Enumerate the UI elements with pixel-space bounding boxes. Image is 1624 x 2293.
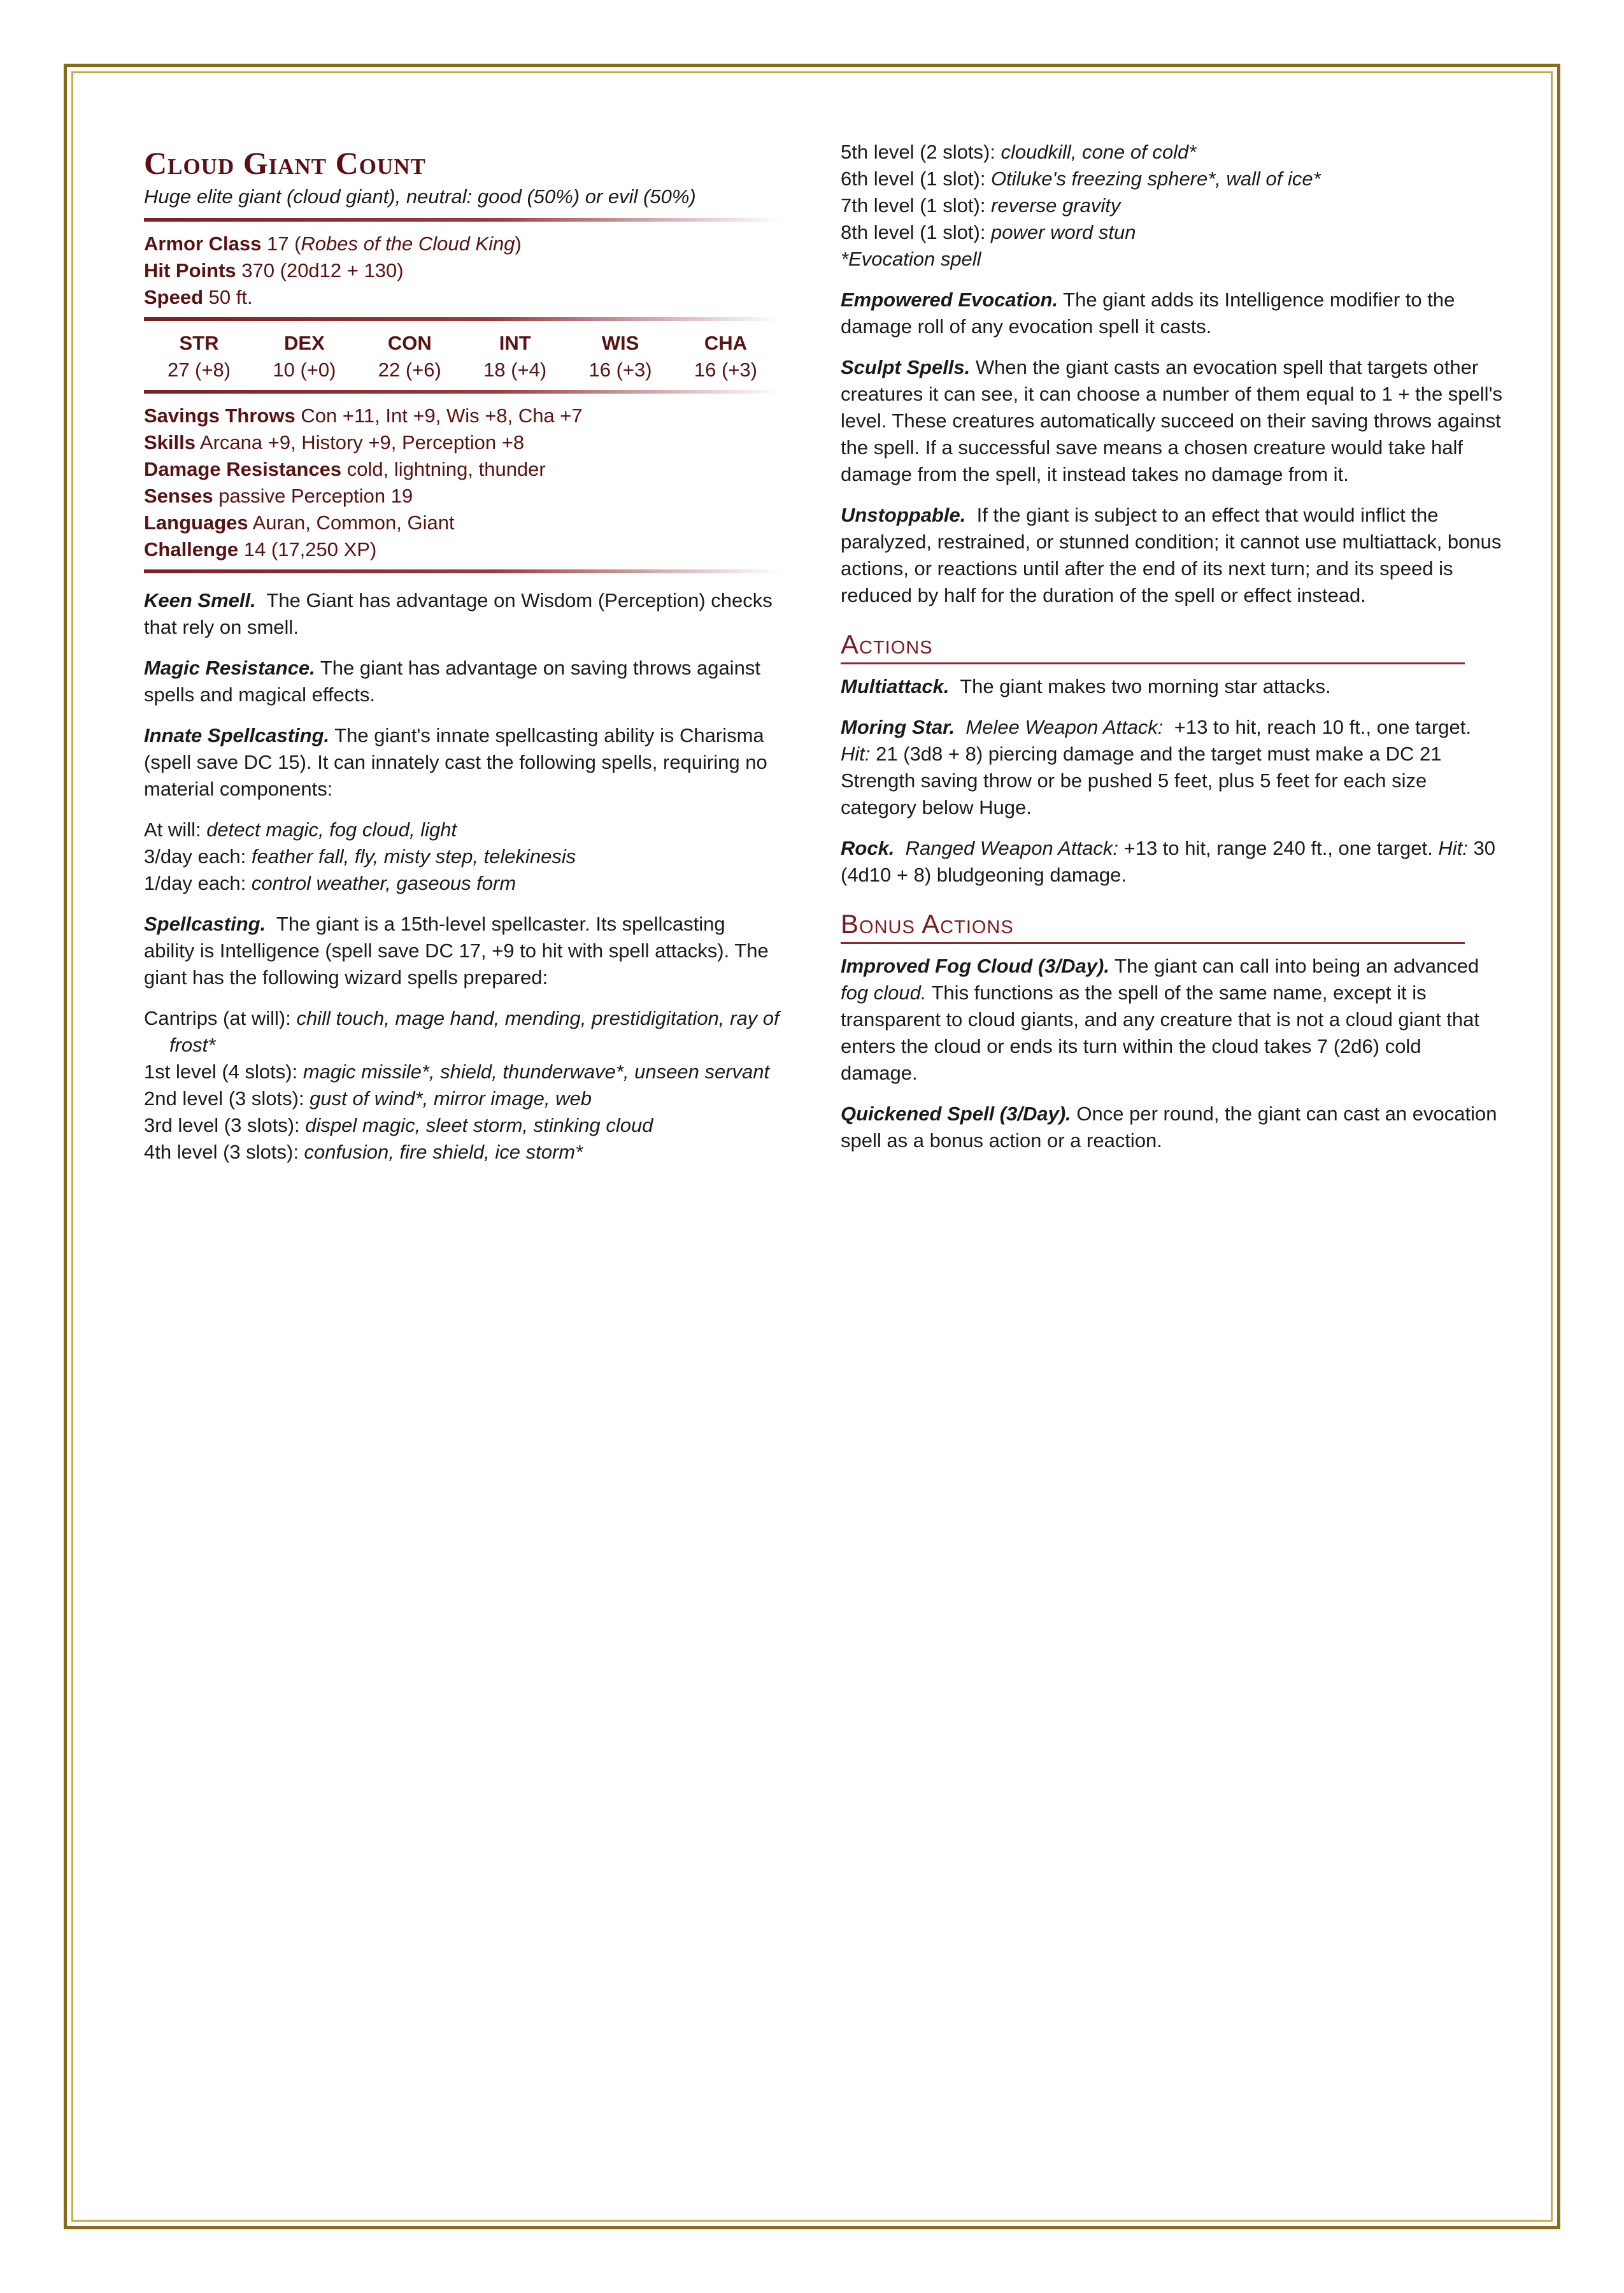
innate-spell-line: 3/day each: feather fall, fly, misty step, telekinesis [144, 845, 576, 868]
spell-line: 8th level (1 slot): power word stun [841, 221, 1136, 243]
divider [144, 218, 781, 222]
ability-str: STR 27 (+8) [167, 332, 231, 381]
languages: Languages Auran, Common, Giant [144, 511, 455, 534]
trait-innate-spellcasting: Innate Spellcasting. The giant's innate spellcasting ability is Charisma (spell save DC 15). It can innately cast the following spells, requiring no material components: [144, 724, 767, 800]
action-multiattack: Multiattack. The giant makes two morning star attacks. [841, 675, 1331, 697]
bonus-improved-fog-cloud: Improved Fog Cloud (3/Day). The giant can call into being an advanced fog cloud. This functions as the spell of the same name, except it is transparent to cloud giants, and any creature that is not a cloud giant that enters the cloud or ends its turn within the cloud takes 7 (2d6) cold damage. [841, 955, 1479, 1084]
bonus-quickened-spell: Quickened Spell (3/Day). Once per round, the giant can cast an evocation spell as a bonus action or a reaction. [841, 1103, 1497, 1152]
trait-spellcasting: Spellcasting. The giant is a 15th-level spellcaster. Its spellcasting ability is Intelligence (spell save DC 17, +9 to hit with spell attacks). The giant has the following wizard spells prepared: [144, 913, 769, 989]
ability-dex: DEX 10 (+0) [273, 332, 336, 381]
spell-line: 4th level (3 slots): confusion, fire shield, ice storm* [144, 1141, 583, 1163]
innate-spell-line: At will: detect magic, fog cloud, light [144, 818, 457, 841]
monster-name: Cloud Giant Count [144, 145, 426, 181]
ability-cha: CHA 16 (+3) [694, 332, 757, 381]
spell-line: 5th level (2 slots): cloudkill, cone of cold* [841, 141, 1197, 163]
ability-con: CON 22 (+6) [378, 332, 441, 381]
saving-throws: Savings Throws Con +11, Int +9, Wis +8, Cha +7 [144, 404, 583, 427]
ability-wis: WIS 16 (+3) [588, 332, 652, 381]
ability-int: INT 18 (+4) [483, 332, 547, 381]
trait-unstoppable: Unstoppable. If the giant is subject to an effect that would inflict the paralyzed, restrained, or stunned condition; it cannot use multiattack, bonus actions, or reactions until after the end of its next turn; and its speed is reduced by half for the duration of the spell or effect instead. [841, 504, 1502, 606]
innate-spell-list [144, 817, 781, 897]
divider [144, 317, 781, 321]
stat-block-right-column [841, 139, 1503, 1168]
divider [144, 569, 781, 573]
wizard-spell-list-continued [841, 139, 1503, 273]
trait-sculpt-spells: Sculpt Spells. When the giant casts an evocation spell that targets other creatures it can see, it can choose a number of them equal to 1 + the spell's level. These creatures automatically succeed on their saving throws against the spell. If a successful save means a chosen creature would take half damage from the spell, it instead takes no damage from it. [841, 356, 1502, 485]
stat-block-left-column [144, 145, 781, 1180]
hit-points: Hit Points 370 (20d12 + 130) [144, 259, 404, 282]
spell-line: 2nd level (3 slots): gust of wind*, mirror image, web [144, 1087, 592, 1110]
spell-line: 7th level (1 slot): reverse gravity [841, 194, 1121, 217]
spell-line: 6th level (1 slot): Otiluke's freezing sphere*, wall of ice* [841, 168, 1321, 190]
action-morning-star: Moring Star. Melee Weapon Attack: +13 to hit, reach 10 ft., one target. Hit: 21 (3d8 + 8) piercing damage and the target must make a DC 21 Strength saving throw or be pushed 5 feet, plus 5 feet for each size category below Huge. [841, 716, 1471, 818]
speed: Speed 50 ft. [144, 286, 253, 308]
spell-line: Cantrips (at will): chill touch, mage hand, mending, prestidigitation, ray of frost* [144, 1007, 780, 1056]
evocation-note: *Evocation spell [841, 248, 981, 270]
challenge: Challenge 14 (17,250 XP) [144, 538, 377, 561]
ability-scores [144, 330, 781, 383]
divider [144, 390, 781, 394]
armor-class: Armor Class 17 (Robes of the Cloud King) [144, 232, 522, 255]
spell-line: 3rd level (3 slots): dispel magic, sleet storm, stinking cloud [144, 1114, 653, 1136]
innate-spell-line: 1/day each: control weather, gaseous form [144, 872, 516, 894]
damage-resistances: Damage Resistances cold, lightning, thunder [144, 458, 546, 480]
section-bonus-actions-heading: Bonus Actions [841, 909, 1465, 944]
wizard-spell-list [144, 1005, 781, 1166]
spell-line: 1st level (4 slots): magic missile*, shield, thunderwave*, unseen servant [144, 1061, 770, 1083]
trait-empowered-evocation: Empowered Evocation. The giant adds its Intelligence modifier to the damage roll of any evocation spell it casts. [841, 289, 1455, 338]
senses: Senses passive Perception 19 [144, 485, 413, 507]
trait-keen-smell: Keen Smell. The Giant has advantage on Wisdom (Perception) checks that rely on smell. [144, 589, 773, 638]
section-actions-heading: Actions [841, 629, 1465, 664]
action-rock: Rock. Ranged Weapon Attack: +13 to hit, range 240 ft., one target. Hit: 30 (4d10 + 8) bludgeoning damage. [841, 837, 1495, 886]
skills: Skills Arcana +9, History +9, Perception +8 [144, 431, 525, 454]
monster-type-line: Huge elite giant (cloud giant), neutral: good (50%) or evil (50%) [144, 185, 696, 208]
trait-magic-resistance: Magic Resistance. The giant has advantage on saving throws against spells and magical effects. [144, 657, 760, 706]
